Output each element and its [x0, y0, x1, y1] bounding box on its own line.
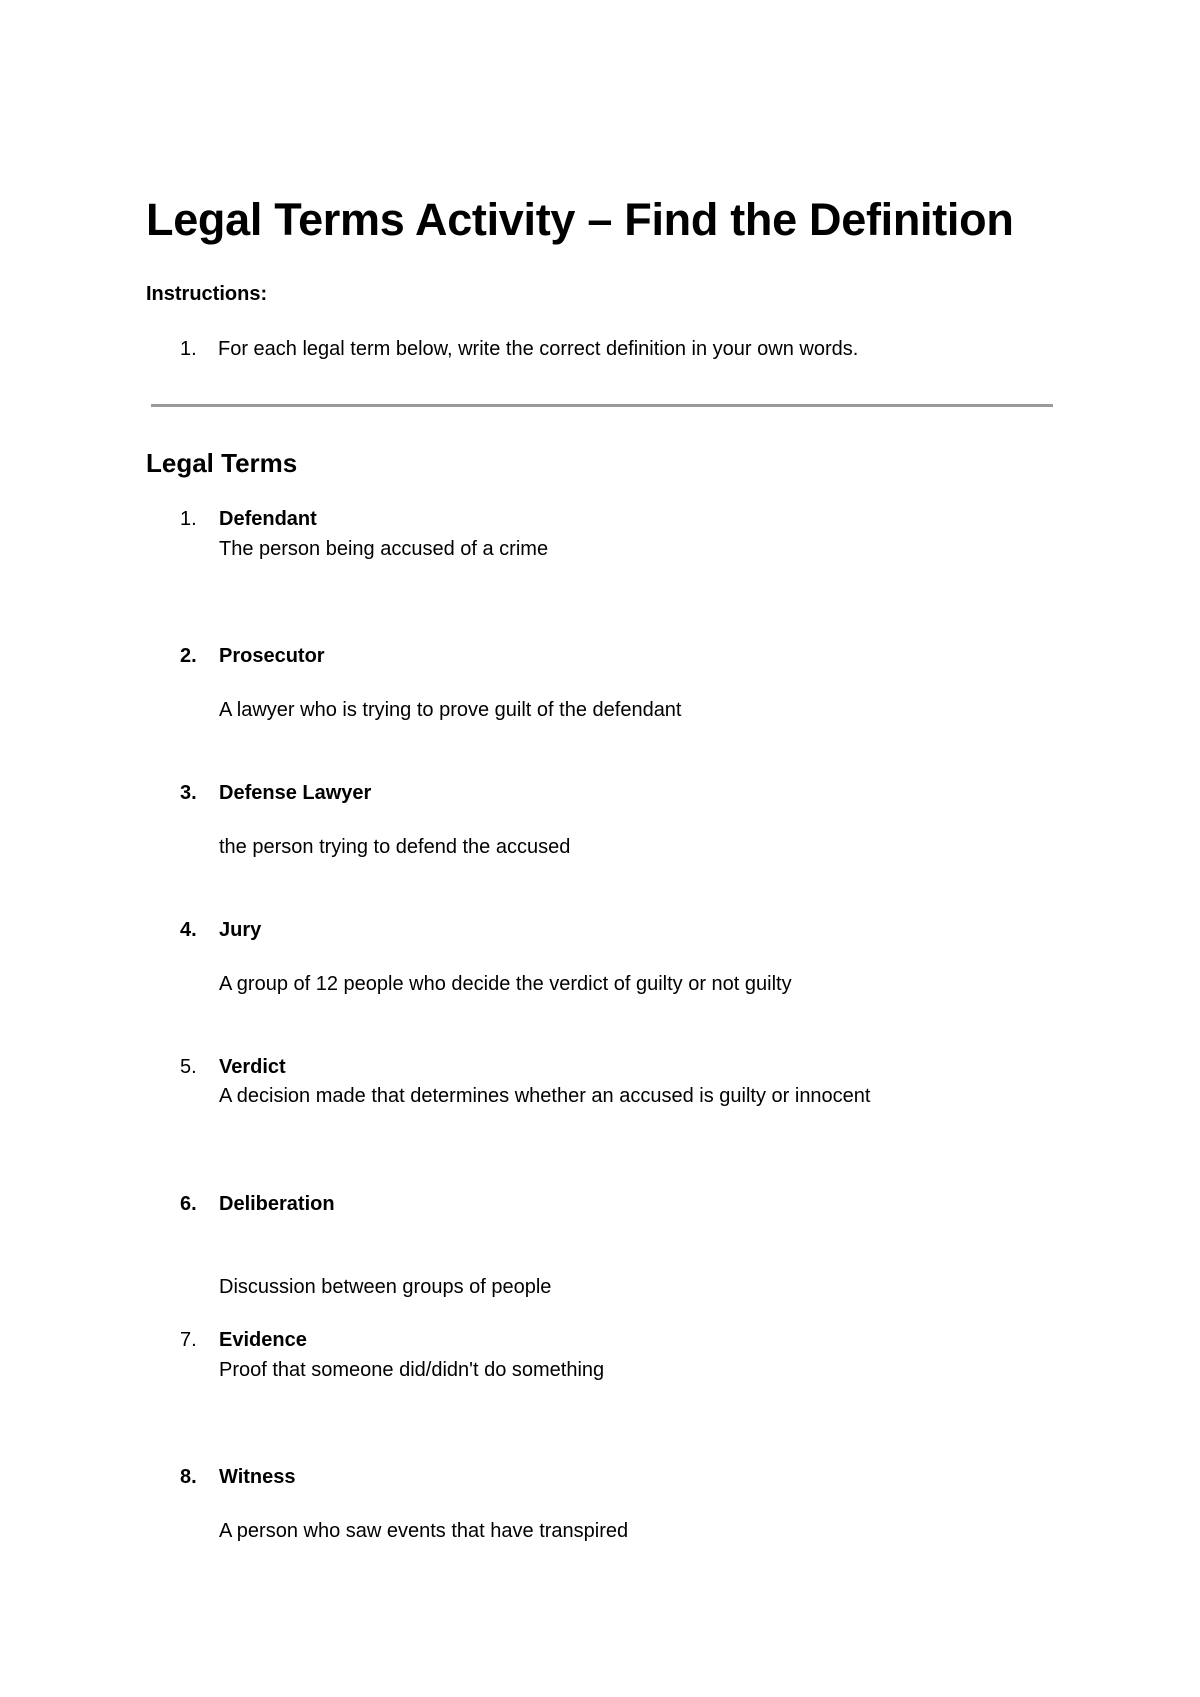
term-name: Witness — [219, 1466, 296, 1488]
instructions-label: Instructions: — [146, 283, 268, 305]
term-name: Deliberation — [219, 1193, 335, 1215]
page-title: Legal Terms Activity – Find the Definition — [146, 194, 1014, 245]
term-name: Prosecutor — [219, 645, 325, 667]
instruction-item — [180, 338, 858, 361]
term-definition: A decision made that determines whether an accused is guilty or innocent — [219, 1085, 871, 1107]
horizontal-divider — [151, 404, 1053, 407]
term-name: Jury — [219, 919, 262, 941]
term-definition: A lawyer who is trying to prove guilt of the defendant — [219, 699, 682, 721]
term-definition: The person being accused of a crime — [219, 538, 549, 560]
term-number: 3. — [180, 782, 197, 804]
term-number: 5. — [180, 1056, 197, 1078]
term-number: 8. — [180, 1466, 197, 1488]
term-definition: Discussion between groups of people — [219, 1276, 552, 1298]
instruction-number: 1. — [180, 338, 197, 360]
term-definition: A person who saw events that have transpired — [219, 1520, 629, 1542]
instruction-text: For each legal term below, write the correct definition in your own words. — [218, 338, 859, 360]
term-name: Evidence — [219, 1329, 307, 1351]
term-number: 1. — [180, 508, 197, 530]
term-number: 4. — [180, 919, 197, 941]
term-name: Verdict — [219, 1056, 286, 1078]
term-number: 2. — [180, 645, 197, 667]
term-number: 6. — [180, 1193, 197, 1215]
term-definition: the person trying to defend the accused — [219, 836, 571, 858]
term-name: Defense Lawyer — [219, 782, 372, 804]
term-definition: Proof that someone did/didn't do something — [219, 1359, 605, 1381]
term-name: Defendant — [219, 508, 317, 530]
term-definition: A group of 12 people who decide the verdict of guilty or not guilty — [219, 973, 792, 995]
section-heading: Legal Terms — [146, 448, 298, 478]
term-number: 7. — [180, 1329, 197, 1351]
